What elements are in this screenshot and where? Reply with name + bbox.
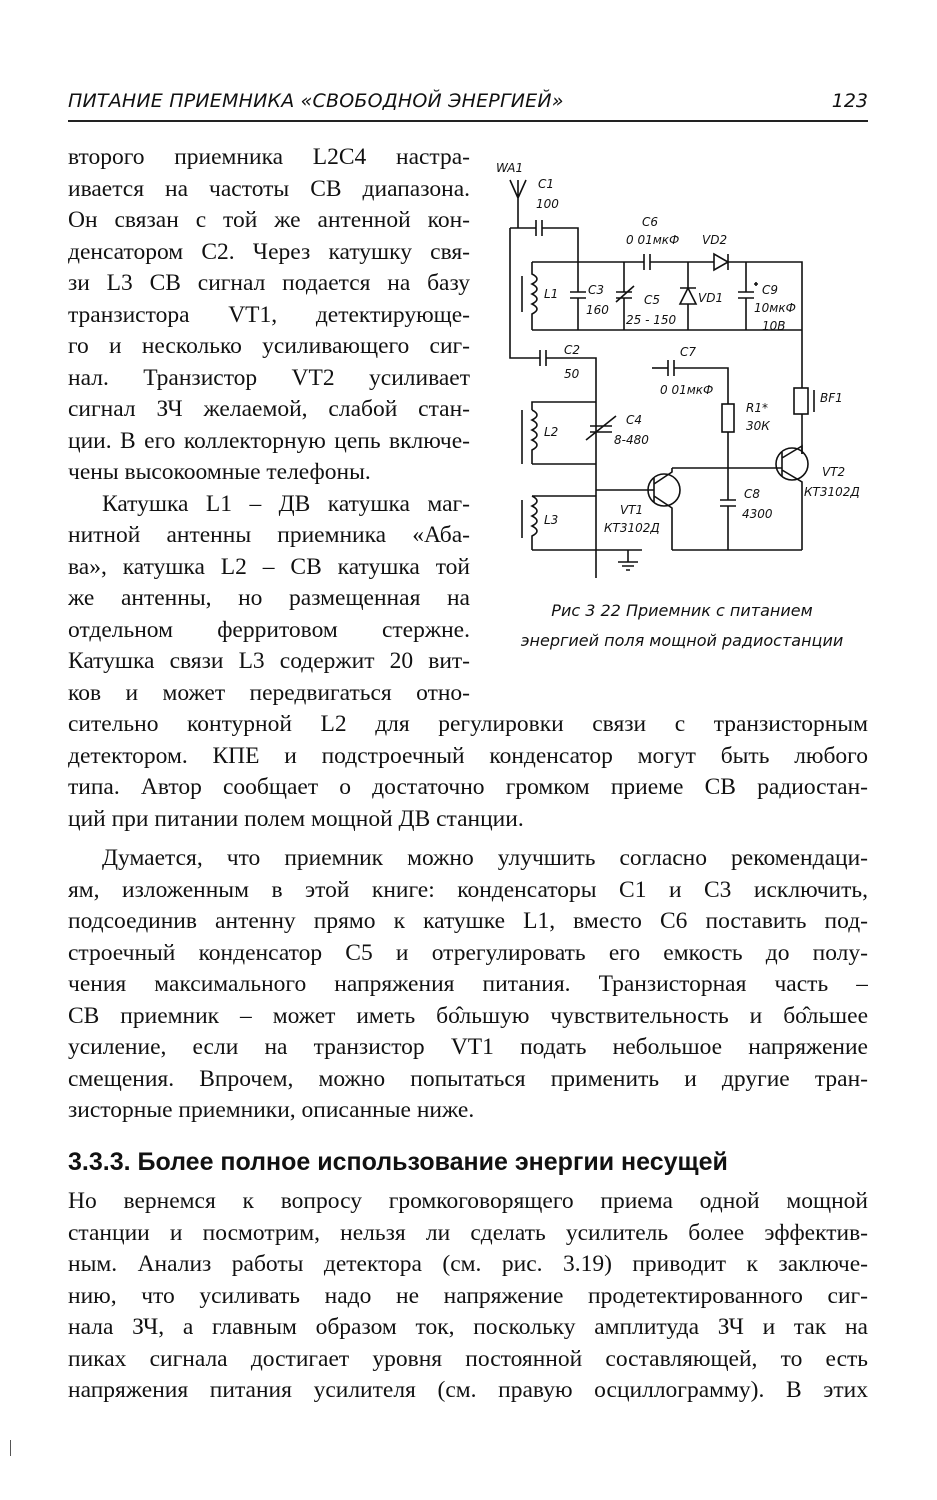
label-c5-value: 25 - 150 [626, 313, 677, 327]
label-c4: C4 [626, 413, 643, 427]
text-line: ным. Анализ работы детектора (см. рис. 3.19) приводит к заключе- [68, 1251, 868, 1277]
label-r1: R1* [746, 401, 768, 415]
margin-mark [10, 1440, 11, 1456]
caption-line: Рис 3 22 Приемник с питанием [551, 601, 813, 620]
text-line: детектором. КПЕ и подстроечный конденсатор могут быть любого [68, 742, 868, 769]
text-line: зисторные приемники, описанные ниже. [68, 1097, 475, 1123]
label-c2: C2 [564, 343, 581, 357]
section-heading: 3.3.3. Более полное использование энергии несущей [68, 1148, 728, 1176]
label-vd2: VD2 [702, 233, 728, 247]
text-line: чены высокоомные телефоны. [68, 459, 371, 485]
label-l2: L2 [544, 425, 559, 439]
text-line: Катушка связи L3 содержит 20 вит- [68, 648, 470, 674]
label-r1-value: 30К [746, 419, 770, 433]
coil-l2 [522, 402, 596, 464]
label-c3-value: 160 [586, 303, 609, 317]
resistor-r1 [722, 404, 734, 468]
text-line: Он связан с той же антенной кон- [68, 207, 470, 233]
label-c8-value: 4300 [742, 507, 773, 521]
label-c9-voltage: 10В [762, 319, 786, 333]
left-column-text [68, 142, 470, 709]
capacitor-c2 [540, 350, 546, 366]
text-line: отдельном ферритовом стержне. [68, 616, 470, 643]
capacitor-c3 [570, 262, 586, 330]
label-c8: C8 [744, 487, 761, 501]
text-line: ков и может передвигаться отно- [68, 679, 470, 706]
text-line: пиках сигнала достигает уровня постоянной составляющей, то есть [68, 1345, 868, 1372]
label-wa1: WA1 [496, 161, 524, 175]
text-line: чения максимального напряжения питания. Транзисторная часть – [68, 971, 868, 997]
diode-vd1 [680, 262, 696, 330]
label-c7-value: 0 01мкФ [660, 383, 714, 397]
text-line: станции и посмотрим, нельзя ли сделать усилитель более эффектив- [68, 1219, 868, 1246]
label-c5: C5 [644, 293, 661, 307]
text-line: ций при питании полем мощной ДВ станции. [68, 805, 524, 832]
circuit-schematic [492, 158, 872, 578]
text-line: же антенны, но размещенная на [68, 585, 470, 611]
text-line: нала ЗЧ, а главным образом ток, поскольку амплитуда ЗЧ и так на [68, 1314, 868, 1340]
paragraph-continuation [68, 709, 868, 835]
text-line: усиление, если на транзистор VT1 подать небольшое напряжение [68, 1034, 868, 1060]
page-number: 123 [831, 90, 868, 112]
text-line: строечный конденсатор C5 и отрегулировать его емкость до полу- [68, 939, 868, 966]
text-line: смещения. Впрочем, можно попытаться применить и другие тран- [68, 1065, 868, 1092]
text-line: напряжения питания усилителя (см. правую осциллограмму). В этих [68, 1377, 868, 1403]
label-l3: L3 [544, 513, 559, 527]
text-line: ва», катушка L2 – СВ катушка той [68, 553, 470, 580]
text-line: подсоединив антенну прямо к катушке L1, вместо C6 поставить под- [68, 908, 868, 934]
text-line: денсатором C2. Через катушку свя- [68, 238, 470, 265]
text-line: сигнал ЗЧ желаемой, слабой стан- [68, 396, 470, 422]
diode-vd2 [714, 254, 728, 270]
text-line: сительно контурной L2 для регулировки связи с транзисторным [68, 711, 868, 737]
text-line: ям, изложенным в этой книге: конденсаторы C1 и C3 исключить, [68, 876, 868, 903]
running-header [68, 84, 868, 122]
label-c9-value: 10мкФ [754, 301, 796, 315]
text-line: нал. Транзистор VT2 усиливает [68, 364, 470, 391]
caption-line: энергией поля мощной радиостанции [520, 631, 844, 650]
coil-l1 [522, 262, 537, 330]
text-line: го и несколько усиливающего сиг- [68, 333, 470, 359]
label-vt2-type: КТ3102Д [804, 485, 860, 499]
capacitor-c7 [668, 360, 674, 376]
text-line: Катушка L1 – ДВ катушка маг- [102, 490, 470, 517]
label-c1-value: 100 [536, 197, 559, 211]
text-line: ивается на частоты СВ диапазона. [68, 175, 470, 202]
capacitor-c9 [738, 262, 758, 330]
label-c6-value: 0 01мкФ [626, 233, 680, 247]
text-line: типа. Автор сообщает о достаточно громком приеме СВ радиостан- [68, 774, 868, 800]
text-line: транзистора VT1, детектирующе- [68, 301, 470, 328]
label-c4-value: 8-480 [614, 433, 649, 447]
text-line: СВ приемник – может иметь бо̂льшую чувствительность и бо̂льшее [68, 1002, 868, 1029]
capacitor-c8 [720, 468, 736, 550]
label-c3: C3 [588, 283, 605, 297]
label-vt2: VT2 [822, 465, 846, 479]
label-c6: C6 [642, 215, 659, 229]
capacitor-c1 [536, 220, 542, 236]
figure-caption [492, 596, 872, 656]
text-line: зи L3 СВ сигнал подается на базу [68, 270, 470, 296]
text-line: Думается, что приемник можно улучшить согласно рекомендаци- [102, 845, 868, 871]
text-line: нию, что усиливать надо не напряжение продетектированного сиг- [68, 1282, 868, 1309]
label-vt1-type: КТ3102Д [604, 521, 660, 535]
label-c2-value: 50 [564, 367, 580, 381]
running-title: ПИТАНИЕ ПРИЕМНИКА «СВОБОДНОЙ ЭНЕРГИЕЙ» [68, 90, 564, 112]
paragraph-improvement [68, 843, 868, 1127]
text-line: второго приемника L2C4 настра- [68, 144, 470, 170]
text-line: ции. В его коллекторную цепь включе- [68, 427, 470, 454]
label-l1: L1 [544, 287, 559, 301]
antenna-symbol [510, 180, 526, 228]
label-c9: C9 [762, 283, 779, 297]
capacitor-c4 [586, 416, 616, 440]
section-paragraph [68, 1186, 868, 1407]
text-line: Но вернемся к вопросу громкоговорящего приема одной мощной [68, 1188, 868, 1214]
label-vd1: VD1 [698, 291, 724, 305]
text-line: нитной антенны приемника «Аба- [68, 522, 470, 548]
label-c1: C1 [538, 177, 555, 191]
capacitor-c6 [644, 254, 650, 270]
label-c7: C7 [680, 345, 697, 359]
label-bf1: BF1 [820, 391, 843, 405]
headphone-bf1 [794, 388, 814, 454]
label-vt1: VT1 [620, 503, 644, 517]
